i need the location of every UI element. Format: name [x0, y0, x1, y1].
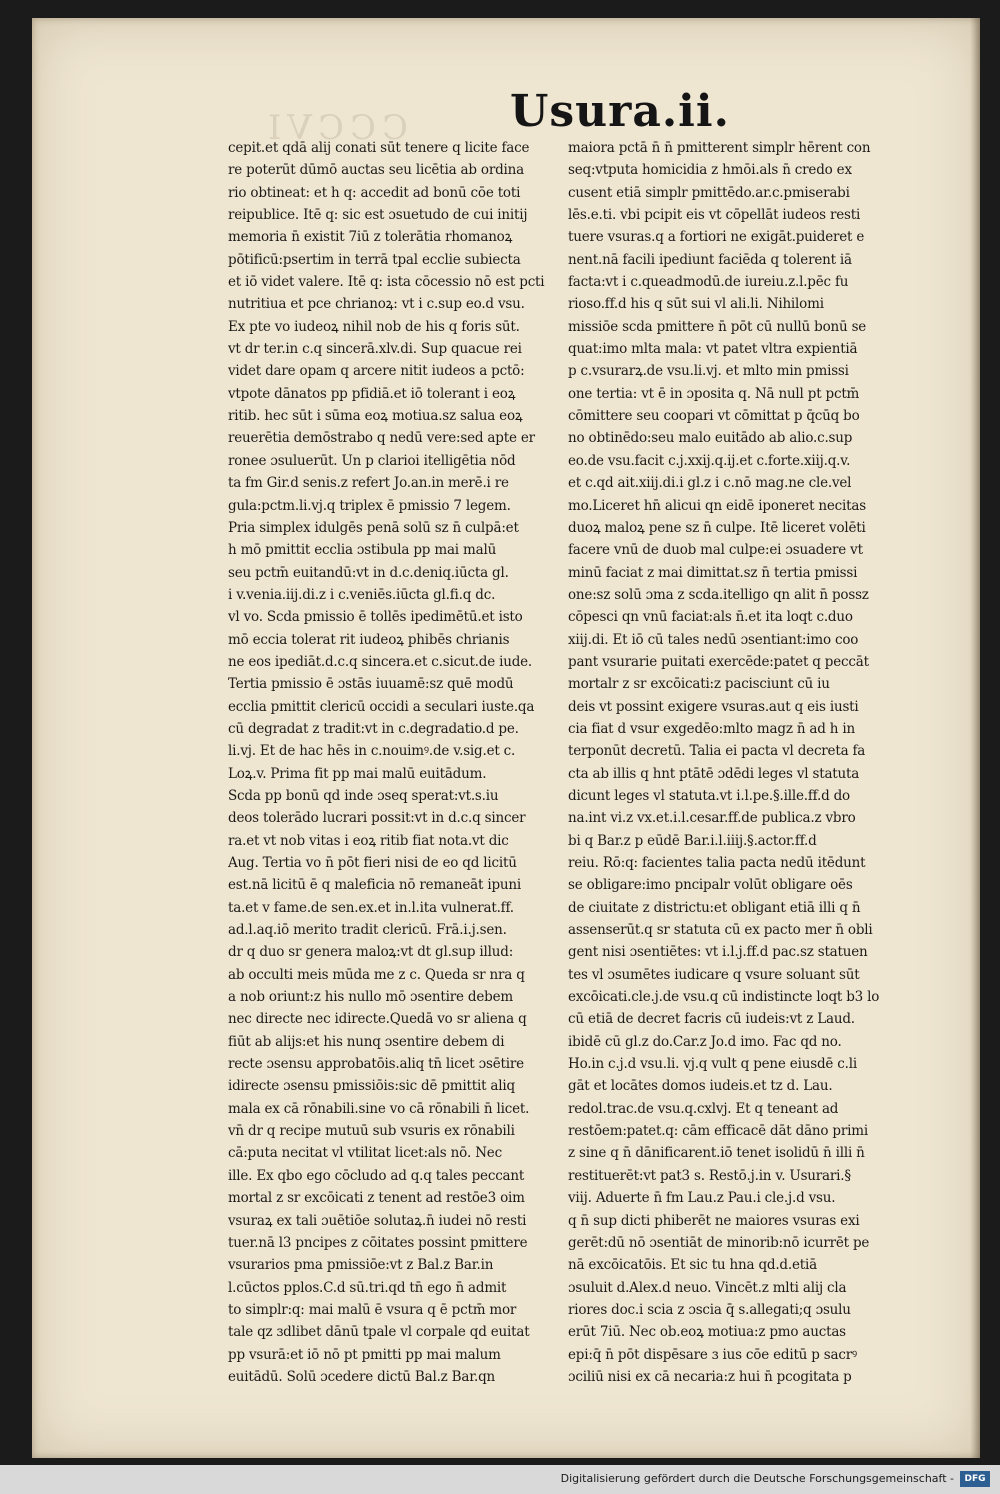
- text-line: cta ab illis q hnt ptātē ɔdēdi leges vl statuta: [568, 765, 860, 782]
- text-line: Tertia pmissio ē ɔstās iuuamē:sz quē modū: [228, 676, 514, 693]
- text-line: cia fiat d vsur exgedēo:mlto magz n̄ ad h in: [568, 720, 855, 737]
- text-line: minū faciat z mai dimittat.sz n̄ tertia pmissi: [568, 564, 858, 581]
- text-line: de ciuitate z districtu:et obligant etiā illi q n̄: [568, 899, 861, 916]
- text-line: reiu. Rō:q: facientes talia pacta nedū itēdunt: [568, 855, 866, 871]
- text-line: memoria n̄ existit 7iū z tolerātia rhomanoꝝ: [228, 229, 513, 246]
- text-line: Aug. Tertia vo n̄ pōt fieri nisi de eo qd licitū: [228, 855, 517, 871]
- left-text-column: [228, 137, 560, 1388]
- text-line: seu pctm̄ euitandū:vt in d.c.deniq.iūcta gl.: [228, 564, 509, 581]
- text-line: redol.trac.de vsu.q.cxlvj. Et q teneant ad: [568, 1100, 839, 1117]
- text-line: recte ɔsensu approbatōis.aliq tn̄ licet ɔsētire: [228, 1056, 524, 1073]
- text-line: ritib. hec sūt i sūma eoꝝ motiua.sz salua eoꝝ: [228, 408, 523, 425]
- text-line: ne eos ipediāt.d.c.q sincera.et c.sicut.de iude.: [228, 653, 533, 670]
- text-line: missiōe scda pmittere n̄ pōt cū nullū bonū se: [568, 318, 867, 335]
- text-line: mortalr z sr excōicati:z pacisciunt cū iu: [568, 676, 830, 693]
- text-line: i v.venia.iij.di.z i c.veniēs.iūcta gl.fi.q dc.: [228, 586, 496, 603]
- text-line: q n̄ sup dicti phiberēt ne maiores vsuras exi: [568, 1212, 860, 1229]
- text-line: mō eccia tolerat rit iudeoꝝ phibēs chrianis: [228, 631, 510, 648]
- text-line: li.vj. Et de hac hēs in c.nouimꝰ.de v.sig.et c.: [228, 743, 516, 760]
- text-line: l.cūctos pplos.C.d sū.tri.qd tn̄ ego n̄ admit: [228, 1279, 507, 1296]
- footer-bar: [0, 1465, 1000, 1494]
- text-line: pant vsurarie puitati exercēde:patet q peccāt: [568, 653, 869, 670]
- text-line: one:sz solū ɔma z scda.itelligo qn alit n̄ possz: [568, 586, 869, 603]
- text-line: se obligare:imo pncipalr volūt obligare oēs: [568, 877, 853, 894]
- text-line: vn̄ dr q recipe mutuū sub vsuris ex rōnabili: [228, 1123, 515, 1140]
- text-line: vsuraꝝ ex tali ɔuētiōe solutaꝝ.n̄ iudei nō resti: [228, 1212, 527, 1229]
- text-line: lēs.e.ti. vbi pcipit eis vt cōpellāt iudeos resti: [568, 207, 861, 224]
- running-head: Usura.ii.: [510, 86, 730, 137]
- text-line: facta:vt i c.queadmodū.de iureiu.z.l.pēc fu: [568, 274, 849, 291]
- text-line: vsurarios pma pmissiōe:vt z Bal.z Bar.in: [228, 1257, 494, 1274]
- bleed-through-folio: CCCVI: [262, 108, 409, 148]
- text-line: ra.et vt nob vitas i eoꝝ ritib fiat nota.vt dic: [228, 832, 509, 849]
- text-line: quat:imo mlta mala: vt patet vltra expientiā: [568, 341, 858, 358]
- text-line: eo.de vsu.facit c.j.xxij.q.ij.et c.forte.xiij.q.v.: [568, 452, 851, 469]
- text-line: p c.vsurarꝝ.de vsu.li.vj. et mlto min pmissi: [568, 363, 849, 380]
- text-line: cū etiā de decret facris cū iudeis:vt z Laud.: [568, 1011, 855, 1028]
- text-line: facere vnū de duob mal culpe:ei ɔsuadere vt: [568, 542, 863, 559]
- funding-credit: Digitalisierung gefördert durch die Deutsche Forschungsgemeinschaft -: [560, 1472, 954, 1485]
- text-line: tuer.nā l3 pncipes z cōitates possint pmittere: [228, 1234, 528, 1251]
- text-line: reipublice. Itē q: sic est ɔsuetudo de cui initij: [228, 207, 528, 224]
- text-line: pp vsurā:et iō nō pt pmitti pp mai malum: [228, 1346, 501, 1363]
- text-line: fiūt ab alijs:et his nunq ɔsentire debem di: [228, 1033, 505, 1050]
- text-line: cōpesci qn vnū faciat:als n̄.et ita loqt c.duo: [568, 609, 853, 626]
- text-line: viij. Aduerte n̄ fm Lau.z Pau.i cle.j.d vsu.: [568, 1190, 836, 1207]
- text-line: cusent etiā simplr pmittēdo.ar.c.pmiserabi: [568, 184, 850, 201]
- text-line: cepit.et qdā alij conati sūt tenere q licite face: [228, 140, 530, 156]
- text-line: restituerēt:vt pat3 s. Restō.j.in v. Usurari.§: [568, 1167, 851, 1184]
- text-line: ta fm Gir.d senis.z refert Jo.an.in merē.i re: [228, 475, 509, 492]
- text-line: et c.qd ait.xiij.di.i gl.z i c.nō mag.ne cle.vel: [568, 475, 852, 492]
- text-line: deos tolerādo lucrari possit:vt in d.c.q sincer: [228, 810, 526, 827]
- text-line: gāt et locātes domos iudeis.et tz d. Lau.: [568, 1078, 833, 1095]
- text-line: rioso.ff.d his q sūt sui vl ali.li. Nihilomi: [568, 296, 824, 313]
- text-line: vl vo. Scda pmissio ē tollēs ipedimētū.et isto: [228, 609, 523, 626]
- text-line: re poterūt dūmō auctas seu licētia ab ordina: [228, 162, 524, 179]
- text-line: h mō pmittit ecclia ɔstibula pp mai malū: [228, 542, 497, 559]
- text-line: ab occulti meis mūda me z c. Queda sr nra q: [228, 966, 525, 983]
- text-line: xiij.di. Et iō cū tales nedū ɔsentiant:imo coo: [568, 631, 859, 648]
- text-line: nutritiua et pce chrianoꝝ: vt i c.sup eo.d vsu.: [228, 296, 525, 313]
- text-line: cū degradat z tradit:vt in c.degradatio.d pe.: [228, 720, 519, 737]
- text-line: mala ex cā rōnabili.sine vo cā rōnabili n̄ licet.: [228, 1100, 530, 1117]
- text-line: vt dr ter.in c.q sincerā.xlv.di. Sup quacue rei: [228, 341, 522, 358]
- text-line: terponūt decretū. Talia ei pacta vl decreta fa: [568, 743, 866, 760]
- text-line: excōicati.cle.j.de vsu.q cū indistincte loqt b3 lo: [568, 989, 880, 1006]
- text-line: seq:vtputa homicidia z hmōi.als n̄ credo ex: [568, 162, 852, 179]
- text-line: maiora pctā n̄ n̄ pmitterent simplr hērent con: [568, 140, 871, 156]
- text-line: ɔciliū nisi ex cā necaria:z hui n̄ pcogitata p: [568, 1368, 852, 1385]
- text-line: dicunt leges vl statuta.vt i.l.pe.§.ille.ff.d do: [568, 787, 850, 804]
- text-line: assenserūt.q sr statuta cū ex pacto mer n̄ obli: [568, 922, 873, 939]
- text-line: rio obtineat: et h q: accedit ad bonū cōe toti: [228, 184, 521, 201]
- text-line: cōmittere seu coopari vt cōmittat p q̄cūq bo: [568, 408, 860, 425]
- text-line: videt dare opam q arcere nitit iudeos a pctō:: [228, 363, 525, 380]
- text-line: ad.l.aq.iō merito tradit clericū. Frā.i.j.sen.: [228, 922, 507, 939]
- text-line: deis vt possint exigere vsuras.aut q eis iusti: [568, 698, 859, 715]
- text-line: restōem:patet.q: cām efficacē dāt dāno primi: [568, 1123, 868, 1140]
- text-line: epi:q̄ n̄ pōt dispēsare ɜ ius cōe editū p sacrꝰ: [568, 1346, 857, 1363]
- text-line: gula:pctm.li.vj.q triplex ē pmissio 7 legem.: [228, 497, 511, 514]
- text-line: et iō videt valere. Itē q: ista cōcessio nō est pcti: [228, 274, 545, 291]
- text-line: reuerētia demōstrabo q nedū vere:sed apte er: [228, 430, 535, 447]
- text-line: duoꝝ maloꝝ pene sz n̄ culpe. Itē liceret volēti: [568, 519, 866, 536]
- text-line: Scda pp bonū qd inde ɔseq sperat:vt.s.iu: [228, 787, 499, 804]
- text-line: one tertia: vt ē in ɔposita q. Nā null pt pctm̄: [568, 385, 860, 402]
- text-line: tuere vsuras.q a fortiori ne exigāt.puideret e: [568, 229, 865, 246]
- text-line: est.nā licitū ē q maleficia nō remaneāt ipuni: [228, 877, 522, 894]
- text-line: Loꝝ.v. Prima fit pp mai malū euitādum.: [228, 765, 487, 782]
- text-line: gerēt:dū nō ɔsentiāt de minorib:nō icurrēt pe: [568, 1234, 870, 1251]
- text-line: nent.nā facili ipediunt faciēda q tolerent iā: [568, 251, 852, 268]
- text-line: idirecte ɔsensu pmissiōis:sic dē pmittit aliq: [228, 1078, 515, 1095]
- text-line: tale qz ɜdlibet dānū tpale vl corpale qd euitat: [228, 1324, 530, 1341]
- text-line: mortal z sr excōicati z tenent ad restōe3 oim: [228, 1190, 525, 1207]
- text-line: nec directe nec idirecte.Quedā vo sr aliena q: [228, 1011, 527, 1028]
- text-line: riores doc.i scia z ɔscia q̄ s.allegati;q ɔsulu: [568, 1301, 851, 1318]
- text-line: ille. Ex qbo ego cōcludo ad q.q tales peccant: [228, 1167, 525, 1184]
- text-line: tes vl ɔsumētes iudicare q vsure soluant sūt: [568, 966, 860, 983]
- text-line: ecclia pmittit clericū occidi a seculari iuste.qa: [228, 698, 535, 715]
- text-line: euitādū. Solū ɔcedere dictū Bal.z Bar.qn: [228, 1368, 496, 1385]
- dfg-logo: DFG: [960, 1471, 990, 1487]
- right-text-column: [568, 137, 903, 1388]
- text-line: z sine q n̄ dānificarent.iō tenet isolidū n̄ illi n̄: [568, 1145, 865, 1162]
- text-line: Ho.in c.j.d vsu.li. vj.q vult q pene eiusdē c.li: [568, 1056, 857, 1073]
- text-line: ɔsuluit d.Alex.d neuo. Vincēt.z mlti alij cla: [568, 1279, 847, 1296]
- text-line: ibidē cū gl.z do.Car.z Jo.d imo. Fac qd no.: [568, 1033, 842, 1050]
- text-line: nā excōicatōis. Et sic tu hna qd.d.etiā: [568, 1257, 817, 1274]
- text-line: erūt 7iū. Nec ob.eoꝝ motiua:z pmo auctas: [568, 1324, 846, 1341]
- text-line: na.int vi.z vx.et.i.l.cesar.ff.de publica.z vbro: [568, 810, 856, 827]
- text-line: Pria simplex idulgēs penā solū sz n̄ culpā:et: [228, 519, 519, 536]
- text-line: bi q Bar.z p eūdē Bar.i.l.iiij.§.actor.ff.d: [568, 832, 817, 849]
- text-line: Ex pte vo iudeoꝝ nihil nob de his q foris sūt.: [228, 318, 520, 335]
- text-line: vtpote dānatos pp pfidiā.et iō tolerant i eoꝝ: [228, 385, 516, 402]
- text-line: cā:puta necitat vl vtilitat licet:als nō. Nec: [228, 1145, 502, 1162]
- text-line: gent nisi ɔsentiētes: vt i.l.j.ff.d pac.sz statuen: [568, 944, 868, 961]
- text-line: no obtinēdo:seu malo euitādo ab alio.c.sup: [568, 430, 853, 447]
- text-line: mo.Liceret hn̄ alicui qn eidē iponeret necitas: [568, 497, 866, 514]
- text-line: pōtificū:psertim in terrā tpal ecclie subiecta: [228, 251, 521, 268]
- text-line: ronee ɔsuluerūt. Un p clarioi itelligētia nōd: [228, 452, 516, 469]
- text-line: a nob oriunt:z his nullo mō ɔsentire debem: [228, 989, 513, 1006]
- text-line: dr q duo sr genera maloꝝ:vt dt gl.sup illud:: [228, 944, 514, 961]
- text-line: ta.et v fame.de sen.ex.et in.l.ita vulnerat.ff.: [228, 899, 514, 916]
- text-line: to simplr:q: mai malū ē vsura q ē pctm̄ mor: [228, 1301, 517, 1318]
